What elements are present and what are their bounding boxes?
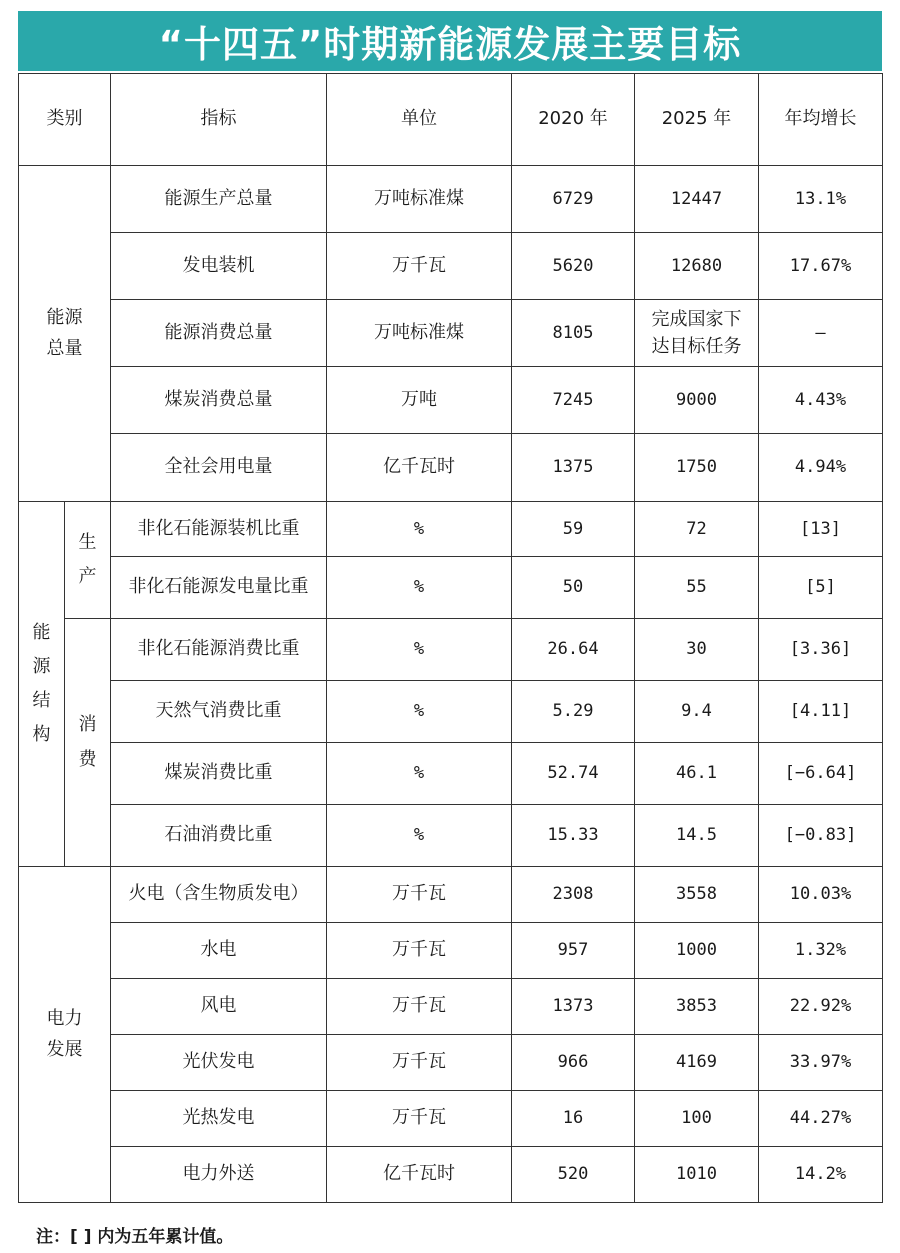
table-row xyxy=(19,233,883,300)
value-2025-cell xyxy=(635,300,759,367)
table-row xyxy=(19,979,883,1035)
subgroup-production xyxy=(65,502,111,619)
table-row xyxy=(19,681,883,743)
unit-cell: 万吨标准煤 xyxy=(327,166,512,233)
indicator-cell: 煤炭消费总量 xyxy=(111,367,327,434)
value-2025-cell: 9000 xyxy=(635,367,759,434)
value-2020-cell: 520 xyxy=(512,1147,635,1203)
value-2025-cell: 3853 xyxy=(635,979,759,1035)
unit-cell: % xyxy=(327,805,512,867)
indicator-cell: 煤炭消费比重 xyxy=(111,743,327,805)
value-2025-cell: 3558 xyxy=(635,867,759,923)
group-energy-structure xyxy=(19,502,65,867)
indicator-cell: 水电 xyxy=(111,923,327,979)
unit-cell: % xyxy=(327,502,512,557)
growth-cell: [3.36] xyxy=(759,619,883,681)
value-2020-cell: 5.29 xyxy=(512,681,635,743)
indicator-cell: 天然气消费比重 xyxy=(111,681,327,743)
indicator-cell: 非化石能源装机比重 xyxy=(111,502,327,557)
value-2025-cell: 12447 xyxy=(635,166,759,233)
value-2020-cell: 957 xyxy=(512,923,635,979)
value-2020-cell: 50 xyxy=(512,557,635,619)
value-2020-cell: 59 xyxy=(512,502,635,557)
indicator-cell: 能源生产总量 xyxy=(111,166,327,233)
growth-cell: 22.92% xyxy=(759,979,883,1035)
value-2025-cell: 1010 xyxy=(635,1147,759,1203)
growth-cell: [−6.64] xyxy=(759,743,883,805)
growth-cell: 13.1% xyxy=(759,166,883,233)
value-2025-cell: 1000 xyxy=(635,923,759,979)
value-2020-cell: 2308 xyxy=(512,867,635,923)
value-2025-cell: 55 xyxy=(635,557,759,619)
growth-cell: [13] xyxy=(759,502,883,557)
indicator-cell: 发电装机 xyxy=(111,233,327,300)
unit-cell: 万千瓦 xyxy=(327,923,512,979)
growth-cell: — xyxy=(759,300,883,367)
value-2020-cell: 7245 xyxy=(512,367,635,434)
unit-cell: % xyxy=(327,743,512,805)
value-2020-cell: 16 xyxy=(512,1091,635,1147)
table-row xyxy=(19,1147,883,1203)
growth-cell: 14.2% xyxy=(759,1147,883,1203)
indicator-cell: 风电 xyxy=(111,979,327,1035)
group-power-development-label: 电力发展 xyxy=(46,1007,83,1060)
indicator-cell: 电力外送 xyxy=(111,1147,327,1203)
header-2020: 2020 年 xyxy=(512,74,635,166)
growth-cell: [−0.83] xyxy=(759,805,883,867)
indicator-cell: 全社会用电量 xyxy=(111,434,327,502)
growth-cell: 33.97% xyxy=(759,1035,883,1091)
unit-cell: % xyxy=(327,619,512,681)
footnote: 注：[ ] 内为五年累计值。 xyxy=(36,1227,234,1247)
value-2025-cell: 30 xyxy=(635,619,759,681)
header-growth: 年均增长 xyxy=(759,74,883,166)
growth-cell: 4.94% xyxy=(759,434,883,502)
indicator-cell: 非化石能源发电量比重 xyxy=(111,557,327,619)
group-energy-structure-label: 能源结构 xyxy=(32,621,51,746)
value-2020-cell: 52.74 xyxy=(512,743,635,805)
unit-cell: 万千瓦 xyxy=(327,233,512,300)
unit-cell: 亿千瓦时 xyxy=(327,434,512,502)
growth-cell: 1.32% xyxy=(759,923,883,979)
unit-cell: % xyxy=(327,681,512,743)
value-2025-text: 完成国家下达目标任务 xyxy=(651,309,742,357)
indicator-cell: 光伏发电 xyxy=(111,1035,327,1091)
growth-cell: 44.27% xyxy=(759,1091,883,1147)
growth-cell: 4.43% xyxy=(759,367,883,434)
header-category: 类别 xyxy=(19,74,111,166)
unit-cell: 万千瓦 xyxy=(327,979,512,1035)
value-2025-cell: 9.4 xyxy=(635,681,759,743)
value-2025-cell: 46.1 xyxy=(635,743,759,805)
table-row xyxy=(19,166,883,233)
indicator-cell: 火电（含生物质发电） xyxy=(111,867,327,923)
unit-cell: 万千瓦 xyxy=(327,1091,512,1147)
value-2020-cell: 1375 xyxy=(512,434,635,502)
value-2020-cell: 15.33 xyxy=(512,805,635,867)
table-row xyxy=(19,434,883,502)
subgroup-consumption xyxy=(65,619,111,867)
unit-cell: % xyxy=(327,557,512,619)
subgroup-production-label: 生产 xyxy=(78,531,97,587)
unit-cell: 万千瓦 xyxy=(327,867,512,923)
value-2025-cell: 4169 xyxy=(635,1035,759,1091)
indicator-cell: 非化石能源消费比重 xyxy=(111,619,327,681)
growth-cell: 10.03% xyxy=(759,867,883,923)
value-2020-cell: 6729 xyxy=(512,166,635,233)
unit-cell: 万吨 xyxy=(327,367,512,434)
header-row xyxy=(19,74,883,166)
value-2020-cell: 5620 xyxy=(512,233,635,300)
indicator-cell: 能源消费总量 xyxy=(111,300,327,367)
table-row xyxy=(19,805,883,867)
growth-cell: 17.67% xyxy=(759,233,883,300)
table-row xyxy=(19,867,883,923)
table-row xyxy=(19,619,883,681)
value-2025-cell: 1750 xyxy=(635,434,759,502)
table-row xyxy=(19,300,883,367)
unit-cell: 万吨标准煤 xyxy=(327,300,512,367)
unit-cell: 亿千瓦时 xyxy=(327,1147,512,1203)
value-2025-cell: 14.5 xyxy=(635,805,759,867)
growth-cell: [4.11] xyxy=(759,681,883,743)
value-2020-cell: 8105 xyxy=(512,300,635,367)
value-2025-cell: 12680 xyxy=(635,233,759,300)
header-2025: 2025 年 xyxy=(635,74,759,166)
table-row xyxy=(19,502,883,557)
header-unit: 单位 xyxy=(327,74,512,166)
value-2020-cell: 26.64 xyxy=(512,619,635,681)
value-2020-cell: 1373 xyxy=(512,979,635,1035)
indicator-cell: 石油消费比重 xyxy=(111,805,327,867)
group-energy-total xyxy=(19,166,111,502)
group-energy-total-label: 能源总量 xyxy=(46,306,83,359)
table-row xyxy=(19,923,883,979)
page-title: “十四五”时期新能源发展主要目标 xyxy=(18,11,882,71)
value-2020-cell: 966 xyxy=(512,1035,635,1091)
table-row xyxy=(19,557,883,619)
indicator-cell: 光热发电 xyxy=(111,1091,327,1147)
group-power-development xyxy=(19,867,111,1203)
subgroup-consumption-label: 消费 xyxy=(78,714,97,770)
table-row xyxy=(19,367,883,434)
growth-cell: [5] xyxy=(759,557,883,619)
unit-cell: 万千瓦 xyxy=(327,1035,512,1091)
value-2025-cell: 100 xyxy=(635,1091,759,1147)
table-row xyxy=(19,1091,883,1147)
header-indicator: 指标 xyxy=(111,74,327,166)
targets-table xyxy=(18,73,883,1203)
table-row xyxy=(19,1035,883,1091)
table-row xyxy=(19,743,883,805)
value-2025-cell: 72 xyxy=(635,502,759,557)
